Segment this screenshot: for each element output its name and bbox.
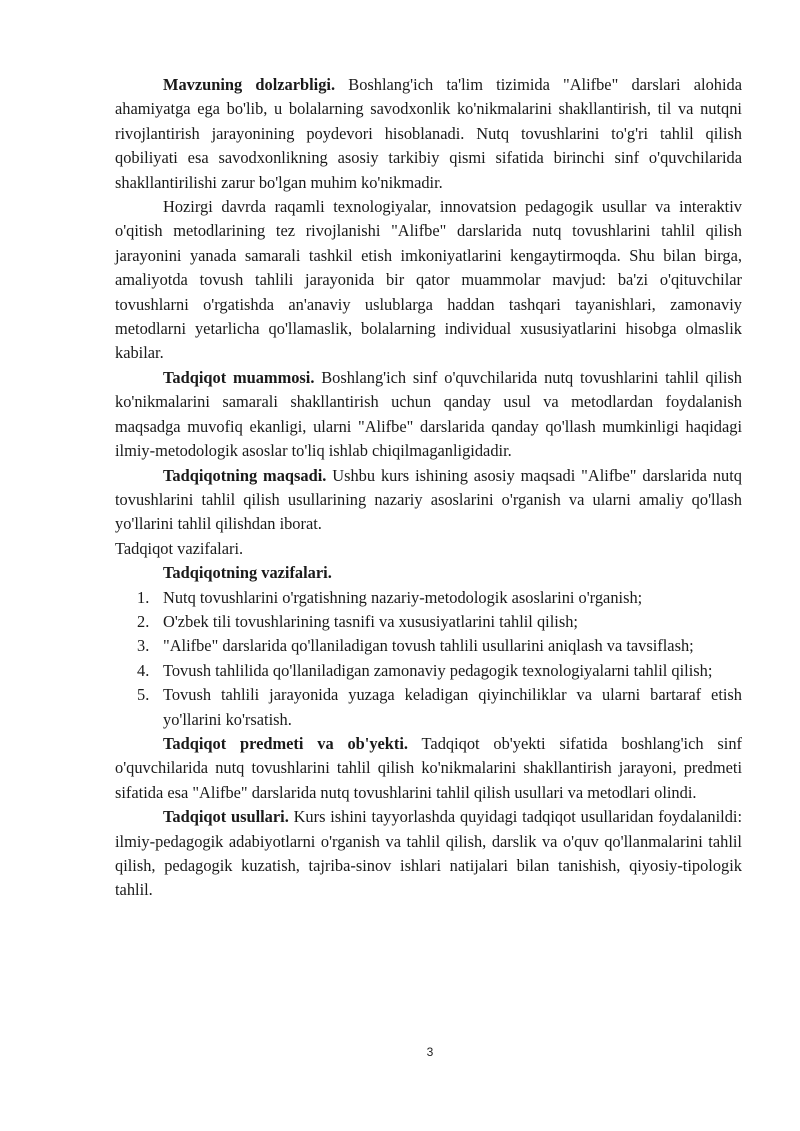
methods-text: Kurs ishini tayyorlashda quyidagi tadqiqot usullaridan foydalanildi: ilmiy-pedagogik adabiyotlarni o'rganish va tahlil qilish, darslik va o'quv qo'llanmalarini tahlil qilish, pedagogik kuzatish, tajriba-sinov ishlari natijalari bilan tanishish, qiyosiy-tipologik tahlil. <box>115 807 743 900</box>
document-page <box>115 73 742 903</box>
problem-text: Boshlang'ich sinf o'quvchilarida nutq tovushlarini tahlil qilish ko'nikmalarini samarali shakllantirish uchun qanday usul va metodlardan foydalanish maqsadga muvofiq ekanligi, ularni "Alifbe" darslarida qanday qo'llash mumkinligi haqidagi ilmiy-metodologik asoslar to'liq ishlab chiqilmaganligidadir. <box>115 367 742 461</box>
list-item-number: 5. <box>137 685 150 705</box>
modern-paragraph <box>115 195 742 366</box>
subject-heading: Tadqiqot predmeti va ob'yekti. <box>163 733 409 753</box>
subject-paragraph <box>115 732 742 805</box>
goal-heading: Tadqiqotning maqsadi. <box>163 465 327 485</box>
list-item-number: 2. <box>137 611 150 631</box>
list-item-text: Nutq tovushlarini o'rgatishning nazariy-metodologik asoslarini o'rganish; <box>163 587 643 607</box>
list-item <box>115 586 742 610</box>
tasks-label: Tadqiqot vazifalari. <box>115 538 244 558</box>
relevance-heading: Mavzuning dolzarbligi. <box>163 75 336 94</box>
problem-heading: Tadqiqot muammosi. <box>163 367 315 387</box>
tasks-list <box>115 586 742 732</box>
list-item-number: 1. <box>137 587 150 607</box>
list-item-text: "Alifbe" darslarida qo'llaniladigan tovush tahlili usullarini aniqlash va tavsiflash; <box>163 636 694 656</box>
page-number: 3 <box>426 1045 434 1059</box>
list-item <box>115 683 742 732</box>
list-item <box>115 610 742 634</box>
subject-text: Tadqiqot ob'yekti sifatida boshlang'ich sinf o'quvchilarida nutq tovushlarini tahlil qilish ko'nikmalarini shakllantirish jarayoni, predmeti sifatida esa "Alifbe" darslarida nutq tovushlarini tahlil qilish usullari va metodlari olindi. <box>115 733 742 802</box>
modern-text: Hozirgi davrda raqamli texnologiyalar, innovatsion pedagogik usullar va interaktiv o'qitish metodlarining tez rivojlanishi "Alifbe" darslarida nutq tovushlarini tahlil qilish jarayonini yanada samarali tashkil etish imkoniyatlarini kengaytirmoqda. Shu bilan birga, amaliyotda tovush tahlili jarayonida bir qator muammolar mavjud: ba'zi o'qituvchilar tovushlarni o'rgatishda an'anaviy uslublarga haddan tashqari tayanishlari, zamonaviy metodlarni yetarlicha qo'llamaslik, bolalarning individual xususiyatlarini hisobga olmaslik kabilar. <box>115 197 742 363</box>
goal-text: Ushbu kurs ishining asosiy maqsadi "Alifbe" darslarida nutq tovushlarini tahlil qilish usullarining nazariy asoslarini o'rganish va ularni amaliy qo'llash yo'llarini tahlil qilishdan iborat. <box>115 465 742 534</box>
relevance-text: Boshlang'ich ta'lim tizimida "Alifbe" darslari alohida ahamiyatga ega bo'lib, u bolalarning savodxonlik ko'nikmalarini shakllantirish, til va nutqni rivojlantirish jarayonining poydevori hisoblanadi. Nutq tovushlarini to'g'ri tahlil qilish qobiliyati esa savodxonlikning asosiy tarkibiy qismi sifatida birinchi sinf o'quvchilarida shakllantirilishi zarur bo'lgan muhim ko'nikmadir. <box>115 75 743 192</box>
methods-heading: Tadqiqot usullari. <box>163 807 289 827</box>
list-item-number: 4. <box>137 660 150 680</box>
tasks-heading: Tadqiqotning vazifalari. <box>163 563 332 583</box>
list-item-text: Tovush tahlilida qo'llaniladigan zamonaviy pedagogik texnologiyalarni tahlil qilish; <box>163 660 713 680</box>
list-item <box>115 659 742 683</box>
goal-paragraph <box>115 464 742 537</box>
methods-paragraph <box>115 805 742 903</box>
problem-paragraph <box>115 366 742 464</box>
list-item-text: Tovush tahlili jarayonida yuzaga keladigan qiyinchiliklar va ularni bartaraf etish yo'llarini ko'rsatish. <box>163 685 742 729</box>
list-item-text: O'zbek tili tovushlarining tasnifi va xususiyatlarini tahlil qilish; <box>163 611 578 631</box>
list-item-number: 3. <box>137 636 150 656</box>
relevance-paragraph <box>115 73 742 195</box>
list-item <box>115 634 742 658</box>
